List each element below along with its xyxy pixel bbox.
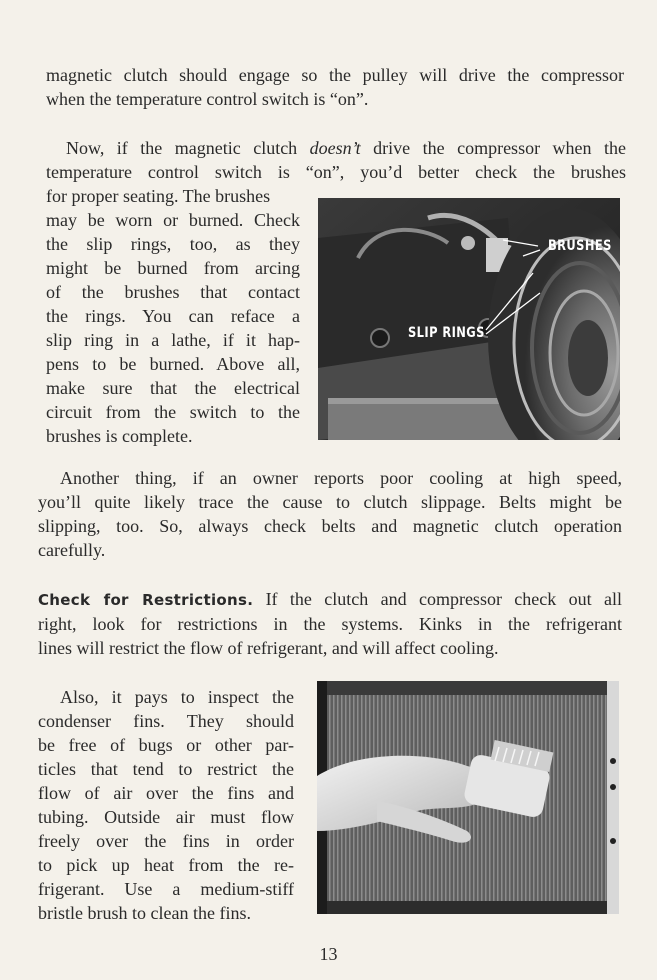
paragraph-check-brushes — [46, 136, 626, 184]
text-line: condenser fins. They should — [38, 711, 294, 731]
text-line: Another thing, if an owner reports poor cooling at high speed, — [60, 468, 622, 488]
text-line: to pick up heat from the re- — [38, 855, 294, 875]
text-line: slip ring in a lathe, if it hap- — [46, 330, 300, 350]
text-line: Also, it pays to inspect the — [60, 687, 294, 707]
text-line: flow of air over the fins and — [38, 783, 294, 803]
text-line: lines will restrict the flow of refrigerant, and will affect cooling. — [38, 638, 499, 658]
text-line: brushes is complete. — [46, 426, 193, 446]
text-line: ticles that tend to restrict the — [38, 759, 294, 779]
text-line: freely over the fins in order — [38, 831, 294, 851]
text-segment: Now, if the magnetic clutch — [66, 138, 310, 158]
text-line: the rings. You can reface a — [46, 306, 300, 326]
text-line: carefully. — [38, 540, 106, 560]
photo-condenser-brush-image — [317, 681, 619, 914]
text-line: when the temperature control switch is “on”. — [46, 89, 369, 109]
text-line: magnetic clutch should engage so the pulley will drive the compressor — [46, 65, 624, 85]
text-segment: drive the compressor when the — [360, 138, 627, 158]
text-line: temperature control switch is “on”, you’d better check the brushes — [46, 162, 626, 182]
text-line: the slip rings, too, as they — [46, 234, 300, 254]
text-line — [38, 587, 622, 612]
callout-brushes: BRUSHES — [548, 238, 612, 254]
text-line: slipping, too. So, always check belts and magnetic clutch operation — [38, 516, 622, 536]
photo-compressor-clutch — [318, 198, 620, 440]
text-line: tubing. Outside air must flow — [38, 807, 294, 827]
paragraph-check-brushes-narrow — [46, 184, 300, 448]
text-line: right, look for restrictions in the systems. Kinks in the refrigerant — [38, 614, 622, 634]
callout-slip-rings: SLIP RINGS — [408, 325, 485, 341]
text-line: may be worn or burned. Check — [46, 210, 300, 230]
paragraph-clutch-slippage — [38, 466, 622, 562]
text-line: frigerant. Use a medium-stiff — [38, 879, 294, 899]
photo-condenser-brush — [317, 681, 619, 914]
text-line: might be burned from arcing — [46, 258, 300, 278]
text-line: you’ll quite likely trace the cause to clutch slippage. Belts might be — [38, 492, 622, 512]
text-line: pens to be burned. Above all, — [46, 354, 300, 374]
emphasis-text: doesn’t — [309, 138, 361, 158]
text-line: circuit from the switch to the — [46, 402, 300, 422]
text-line: be free of bugs or other par- — [38, 735, 294, 755]
text-line: for proper seating. The brushes — [46, 186, 271, 206]
photo-compressor-clutch-image — [318, 198, 620, 440]
text-line: of the brushes that contact — [46, 282, 300, 302]
page-number: 13 — [319, 944, 338, 964]
text-segment: If the clutch and compressor check out all — [253, 589, 622, 609]
paragraph-check-restrictions — [38, 587, 622, 660]
text-line — [46, 136, 626, 160]
paragraph-clutch-engage — [46, 63, 624, 111]
text-line: bristle brush to clean the fins. — [38, 903, 251, 923]
section-heading-check-restrictions: Check for Restrictions. — [38, 591, 254, 609]
paragraph-condenser-fins — [38, 685, 294, 925]
text-line: make sure that the electrical — [46, 378, 300, 398]
